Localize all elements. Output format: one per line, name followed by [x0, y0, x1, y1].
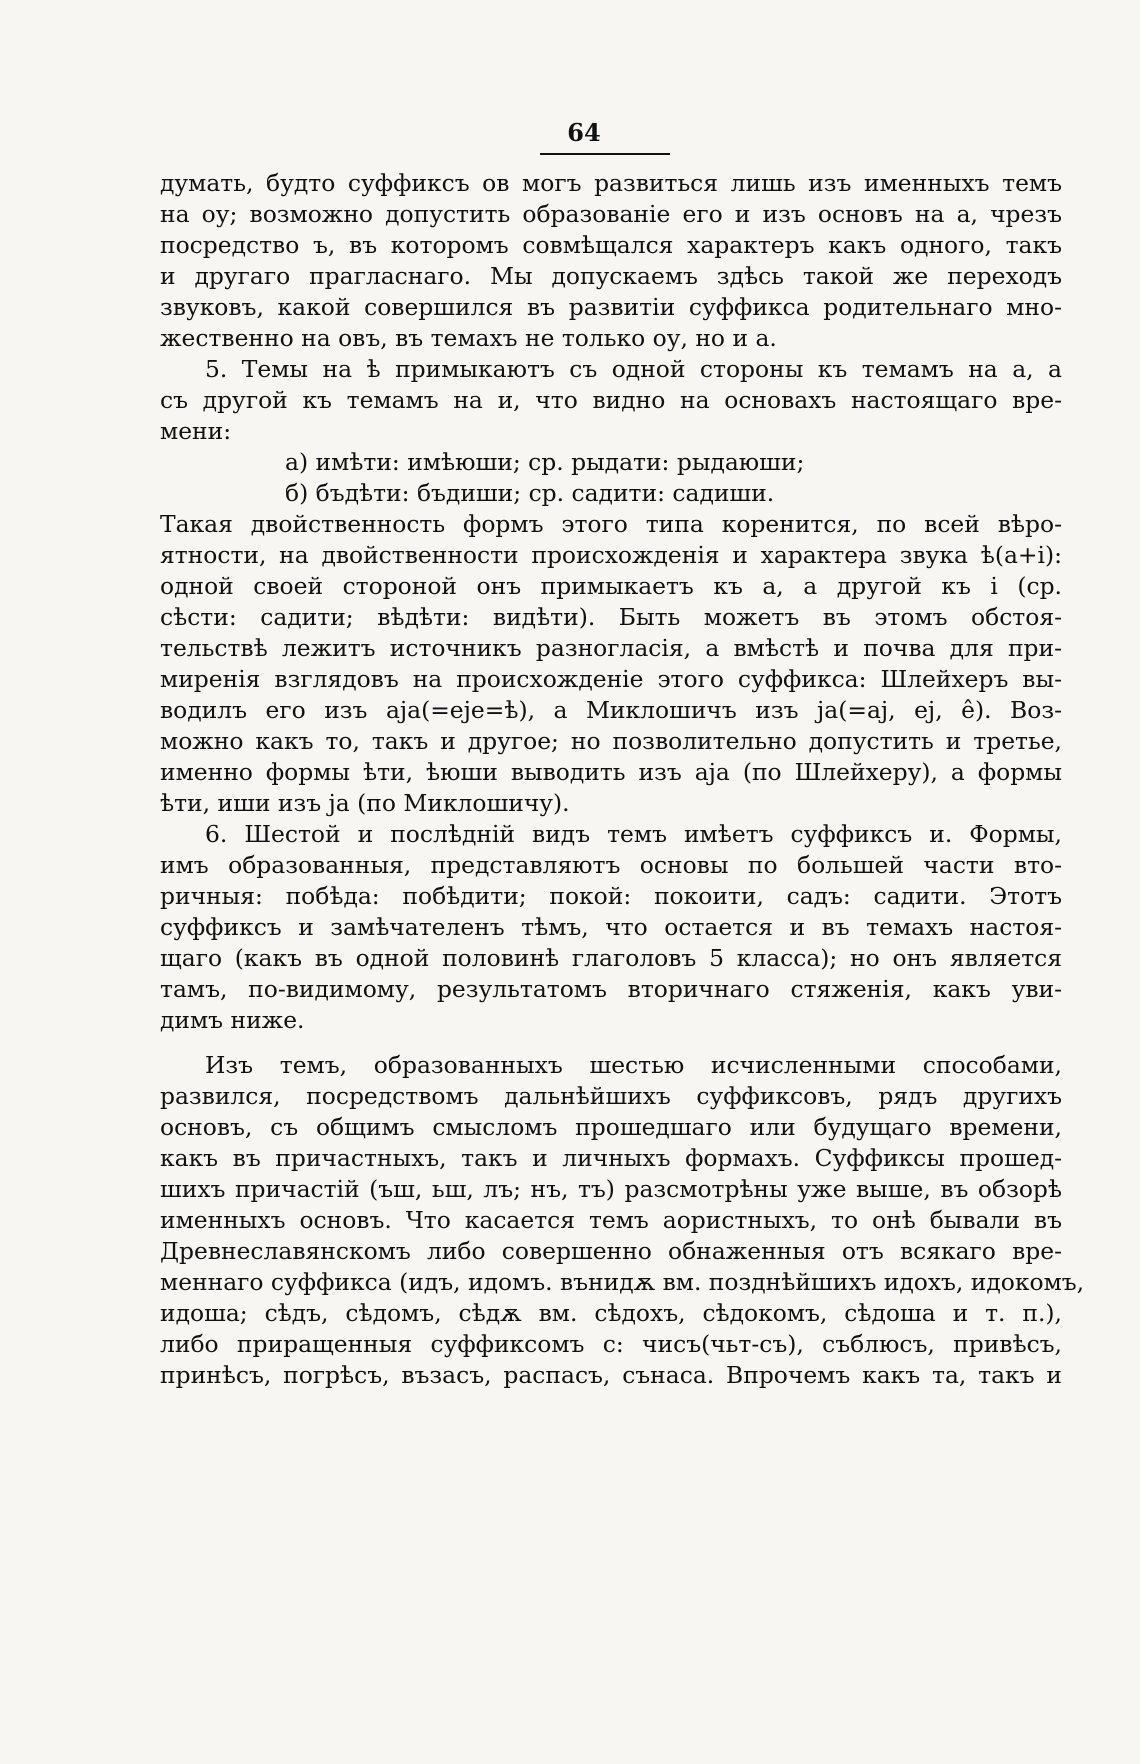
text-line: меннаго суффикса (идъ, идомъ. вънидѫ вм. позднѣйшихъ идохъ, идокомъ, — [160, 1268, 1085, 1296]
paragraph-4 — [160, 819, 1062, 1036]
text-line: ятности, на двойственности происхожденія и характера звука ѣ(а+і): — [160, 541, 1062, 569]
text-line: водилъ его изъ аја(=еје=ѣ), а Миклошичъ изъ ја(=ај, еј, ê). Воз- — [160, 696, 1062, 724]
text-line: думать, будто суффиксъ ов могъ развиться лишь изъ именныхъ темъ — [160, 169, 1062, 197]
text-line: принѣсъ, погрѣсъ, възасъ, распасъ, сънаса. Впрочемъ какъ та, такъ и — [160, 1361, 1062, 1389]
text-line: 5. Темы на ѣ примыкаютъ съ одной стороны къ темамъ на а, а — [205, 355, 1062, 383]
text-line: именно формы ѣти, ѣюши выводить изъ аја (по Шлейхеру), а формы — [160, 758, 1062, 786]
text-line: тельствѣ лежитъ источникъ разногласія, а вмѣстѣ и почва для при- — [160, 634, 1062, 662]
paragraph-3 — [160, 509, 1062, 819]
text-line: именныхъ основъ. Что касается темъ аористныхъ, то онѣ бывали въ — [160, 1206, 1062, 1234]
text-line: ѣти, иши изъ ја (по Миклошичу). — [160, 789, 570, 817]
text-line: жественно на овъ, въ темахъ не только оу, но и а. — [160, 324, 777, 352]
text-line: основъ, съ общимъ смысломъ прошедшаго или будущаго времени, — [160, 1113, 1062, 1141]
page-number-rule — [540, 153, 670, 155]
text-line: миренія взглядовъ на происхожденіе этого суффикса: Шлейхеръ вы- — [160, 665, 1062, 693]
text-line: ричныя: побѣда: побѣдити; покой: покоити, садъ: садити. Этотъ — [160, 882, 1062, 910]
page-number: 64 — [567, 118, 601, 147]
text-line: имъ образованныя, представляютъ основы по большей части вто- — [160, 851, 1062, 879]
text-line: щаго (какъ въ одной половинѣ глаголовъ 5 класса); но онъ является — [160, 944, 1062, 972]
text-line: Такая двойственность формъ этого типа коренится, по всей вѣро- — [160, 510, 1062, 538]
body-text — [160, 168, 1085, 1391]
paragraph-gap — [160, 1036, 1062, 1050]
paragraph-5 — [160, 1050, 1085, 1391]
text-line: можно какъ то, такъ и другое; но позволительно допустить и третье, — [160, 727, 1062, 755]
text-line: димъ ниже. — [160, 1006, 305, 1034]
text-line: Древнеславянскомъ либо совершенно обнаженныя отъ всякаго вре- — [160, 1237, 1062, 1265]
text-line: на оу; возможно допустить образованіе его и изъ основъ на а, чрезъ — [160, 200, 1062, 228]
text-line: развился, посредствомъ дальнѣйшихъ суффиксовъ, рядъ другихъ — [160, 1082, 1062, 1110]
text-line: звуковъ, какой совершился въ развитіи суффикса родительнаго мно- — [160, 293, 1062, 321]
paragraph-1 — [160, 168, 1062, 354]
text-line: Изъ темъ, образованныхъ шестью исчисленными способами, — [205, 1051, 1062, 1079]
text-line: и другаго прагласнаго. Мы допускаемъ здѣсь такой же переходъ — [160, 262, 1062, 290]
text-line: либо приращенныя суффиксомъ с: чисъ(чьт-съ), съблюсъ, привѣсъ, — [160, 1330, 1062, 1358]
example-line: б) бъдѣти: бъдиши; ср. садити: садиши. — [285, 479, 775, 507]
text-line: съ другой къ темамъ на и, что видно на основахъ настоящаго вре- — [160, 386, 1062, 414]
text-line: посредство ъ, въ которомъ совмѣщался характеръ какъ одного, такъ — [160, 231, 1062, 259]
text-line: сѣсти: садити; вѣдѣти: видѣти). Быть можетъ въ этомъ обстоя- — [160, 603, 1062, 631]
paragraph-2 — [160, 354, 1062, 447]
text-line: 6. Шестой и послѣдній видъ темъ имѣетъ суффиксъ и. Формы, — [205, 820, 1062, 848]
text-line: идоша; сѣдъ, сѣдомъ, сѣдѫ вм. сѣдохъ, сѣдокомъ, сѣдоша и т. п.), — [160, 1299, 1062, 1327]
text-line: шихъ причастій (ъш, ьш, лъ; нъ, тъ) разсмотрѣны уже выше, въ обзорѣ — [160, 1175, 1062, 1203]
text-line: мени: — [160, 417, 232, 445]
text-line: суффиксъ и замѣчателенъ тѣмъ, что остается и въ темахъ настоя- — [160, 913, 1062, 941]
text-line: какъ въ причастныхъ, такъ и личныхъ формахъ. Суффиксы прошед- — [160, 1144, 1062, 1172]
text-line: тамъ, по-видимому, результатомъ вторичнаго стяженія, какъ уви- — [160, 975, 1062, 1003]
text-line: одной своей стороной онъ примыкаетъ къ а, а другой къ і (ср. — [160, 572, 1062, 600]
examples — [160, 447, 1062, 509]
example-line: а) имѣти: имѣюши; ср. рыдати: рыдаюши; — [285, 448, 805, 476]
